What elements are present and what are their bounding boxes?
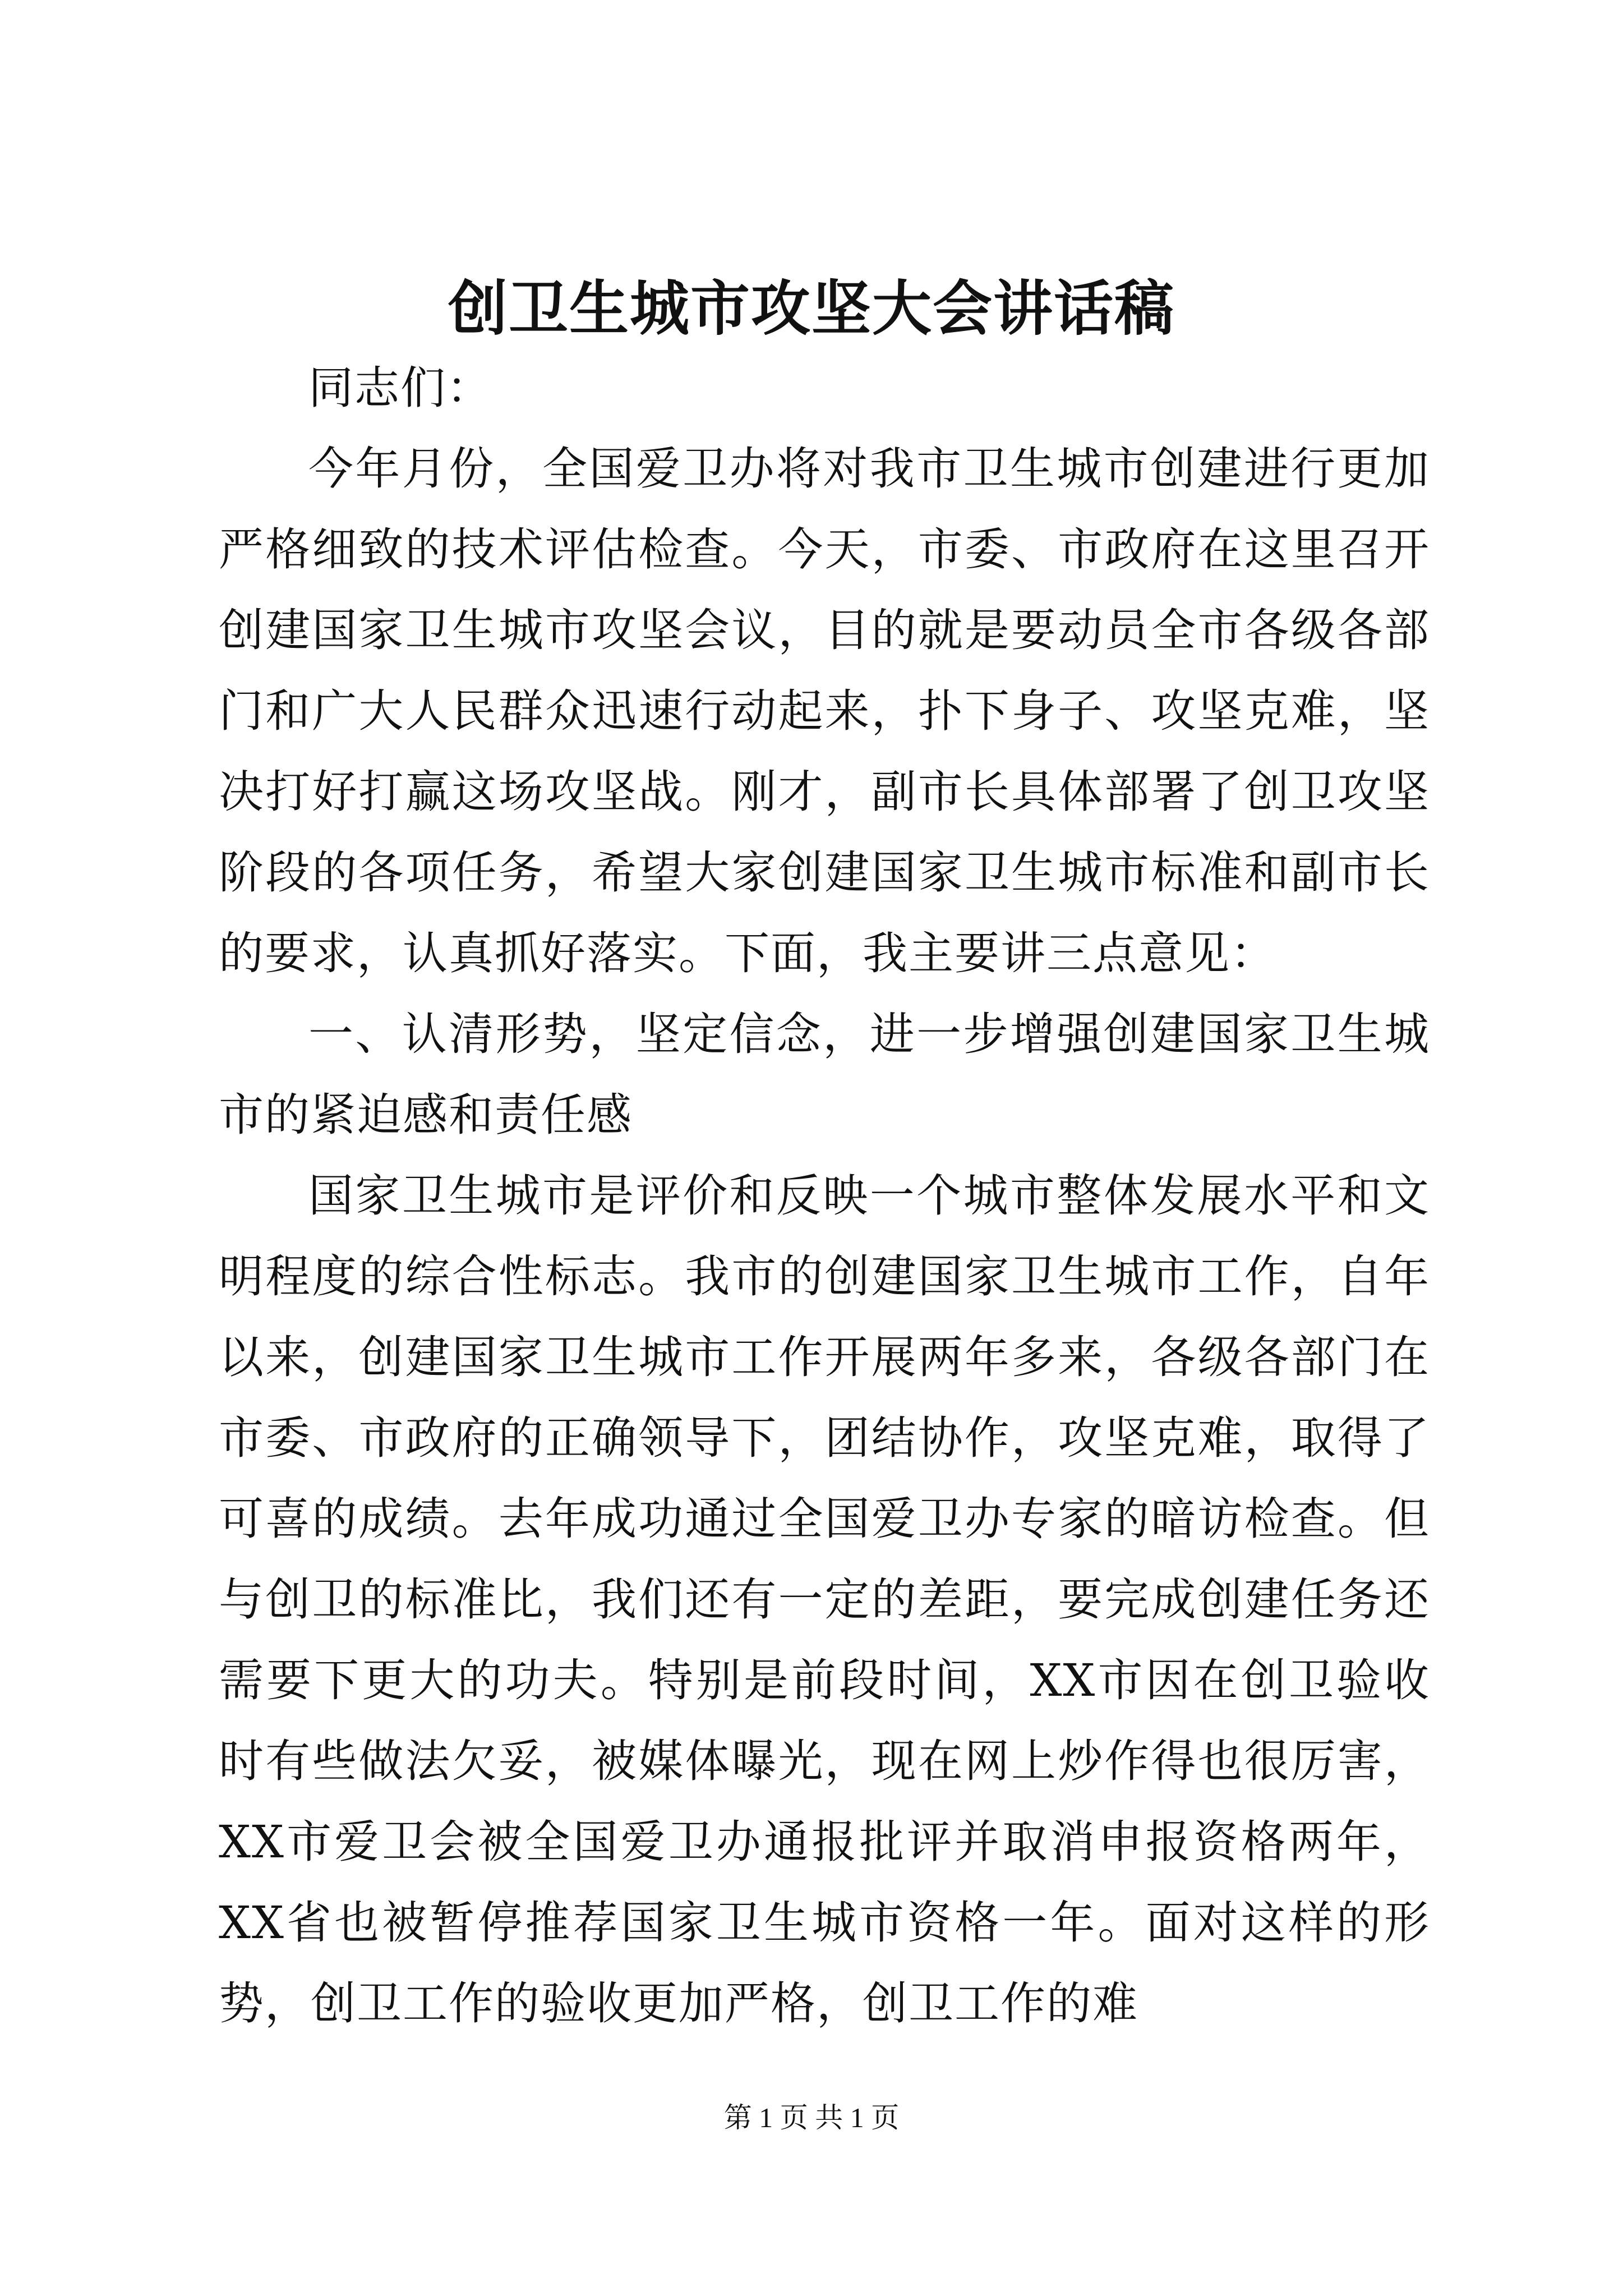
document-body xyxy=(219,348,1430,2044)
body-paragraph: 国家卫生城市是评价和反映一个城市整体发展水平和文明程度的综合性标志。我市的创建国家卫生城市工作，自年以来，创建国家卫生城市工作开展两年多来，各级各部门在市委、市政府的正确领导下，团结协作，攻坚克难，取得了可喜的成绩。去年成功通过全国爱卫办专家的暗访检查。但与创卫的标准比，我们还有一定的差距，要完成创建任务还需要下更大的功夫。特别是前段时间，XX市因在创卫验收时有些做法欠妥，被媒体曝光，现在网上炒作得也很厉害，XX市爱卫会被全国爱卫办通报批评并取消申报资格两年，XX省也被暂停推荐国家卫生城市资格一年。面对这样的形势，创卫工作的验收更加严格，创卫工作的难 xyxy=(219,1170,1430,2030)
page-footer: 第 1 页 共 1 页 xyxy=(723,2102,900,2133)
section-heading-paragraph: 一、认清形势，坚定信念，进一步增强创建国家卫生城市的紧迫感和责任感 xyxy=(219,1008,1430,1141)
salutation-paragraph: 同志们： xyxy=(308,362,492,414)
document-title: 创卫生城市攻坚大会讲话稿 xyxy=(448,273,1175,343)
intro-paragraph: 今年月份，全国爱卫办将对我市卫生城市创建进行更加严格细致的技术评估检查。今天，市委、市政府在这里召开创建国家卫生城市攻坚会议，目的就是要动员全市各级各部门和广大人民群众迅速行动起来，扑下身子、攻坚克难，坚决打好打赢这场攻坚战。刚才，副市长具体部署了创卫攻坚阶段的各项任务，希望大家创建国家卫生城市标准和副市长的要求，认真抓好落实。下面，我主要讲三点意见： xyxy=(219,443,1430,979)
